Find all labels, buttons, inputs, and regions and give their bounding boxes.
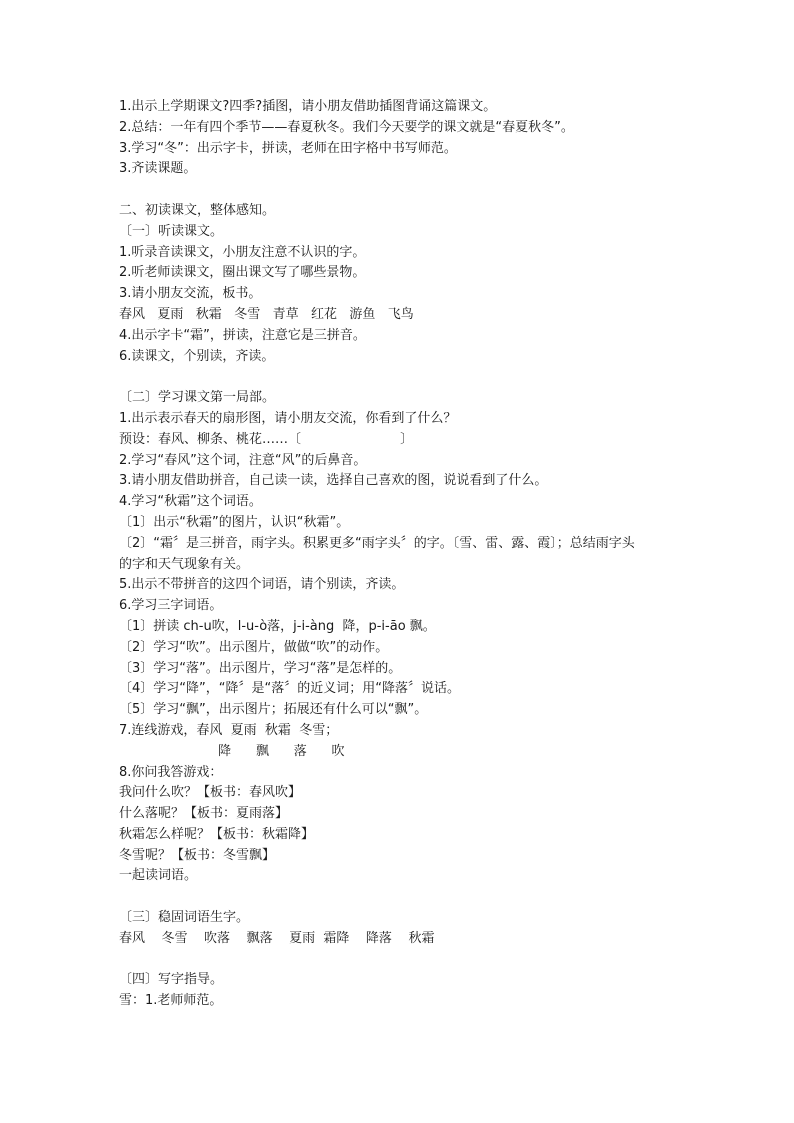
text-line: 4.学习“秋霜”这个词语。 (119, 494, 262, 510)
section-heading: 二、初读课文，整体感知。 (119, 202, 276, 218)
text-line: 〔1〕出示“秋霜”的图片，认识“秋霜”。 (119, 514, 350, 530)
text-line: 6.学习三字词语。 (119, 598, 223, 614)
text-line: 2.总结：一年有四个季节——春夏秋冬。我们今天要学的课文就是“春夏秋冬”。 (119, 119, 574, 135)
text-line: 什么落呢？【板书：夏雨落】 (119, 806, 289, 822)
text-line: 〔5〕学习“飘”，出示图片；拓展还有什么可以“飘”。 (119, 702, 428, 718)
text-line: 〔1〕拼读 ch-u吹，l-u-ò落，j-i-àng 降，p-i-āo 飘。 (119, 618, 436, 634)
text-line: 4.出示字卡“霜”，拼读，注意它是三拼音。 (119, 327, 366, 343)
text-line: 6.读课文，个别读，齐读。 (119, 348, 275, 364)
text-line: 3.齐读课题。 (119, 161, 197, 177)
text-line: 雪：1.老师师范。 (119, 993, 223, 1009)
text-line: 预设：春风、柳条、桃花……〔 〕 (119, 431, 414, 447)
text-line: 我问什么吹？【板书：春风吹】 (119, 785, 302, 801)
subsection-heading: 〔一〕听读课文。 (119, 223, 224, 239)
word-list: 春风 夏雨 秋霜 冬雪 青草 红花 游鱼 飞鸟 (119, 306, 414, 322)
text-line: 5.出示不带拼音的这四个词语，请个别读，齐读。 (119, 577, 405, 593)
text-line: 一起读词语。 (119, 868, 198, 884)
text-line: 3.请小朋友交流，板书。 (119, 286, 262, 302)
subsection-heading: 〔二〕学习课文第一局部。 (119, 390, 276, 406)
text-line: 〔2〕“霜〞是三拼音，雨字头。积累更多“雨字头〞的字。〔雪、雷、露、霞〕；总结雨字头 (119, 535, 635, 551)
text-line: 的字和天气现象有关。 (119, 556, 250, 572)
text-line: 1.听录音读课文，小朋友注意不认识的字。 (119, 244, 366, 260)
text-line: 〔4〕学习“降”，“降〞是“落〞的近义词；用“降落〞说话。 (119, 681, 460, 697)
text-line: 2.听老师读课文，圈出课文写了哪些景物。 (119, 265, 366, 281)
blank-line (119, 950, 679, 971)
text-line: 2.学习“春风”这个词，注意“风”的后鼻音。 (119, 452, 367, 468)
blank-line (119, 887, 679, 908)
text-line: 8.你问我答游戏： (119, 764, 223, 780)
blank-line (119, 180, 679, 201)
document-body (119, 97, 679, 1012)
subsection-heading: 〔三〕稳固词语生字。 (119, 910, 250, 926)
text-line: 7.连线游戏，春风 夏雨 秋霜 冬雪； (119, 722, 339, 738)
text-line: 〔3〕学习“落”。出示图片，学习“落”是怎样的。 (119, 660, 402, 676)
text-line: 秋霜怎么样呢？【板书：秋霜降】 (119, 826, 315, 842)
subsection-heading: 〔四〕写字指导。 (119, 972, 224, 988)
blank-line (119, 367, 679, 388)
word-list: 春风 冬雪 吹落 飘落 夏雨 霜降 降落 秋霜 (119, 930, 435, 946)
text-line: 冬雪呢？【板书：冬雪飘】 (119, 847, 276, 863)
text-line: 降 飘 落 吹 (119, 743, 345, 759)
text-line: 3.请小朋友借助拼音，自己读一读，选择自己喜欢的图，说说看到了什么。 (119, 473, 548, 489)
text-line: 〔2〕学习“吹”。出示图片，做做“吹”的动作。 (119, 639, 389, 655)
text-line: 1.出示表示春天的扇形图，请小朋友交流，你看到了什么？ (119, 410, 457, 426)
text-line: 1.出示上学期课文?四季?插图，请小朋友借助插图背诵这篇课文。 (119, 99, 497, 114)
text-line: 3.学习“冬”：出示字卡，拼读，老师在田字格中书写师范。 (119, 140, 457, 156)
